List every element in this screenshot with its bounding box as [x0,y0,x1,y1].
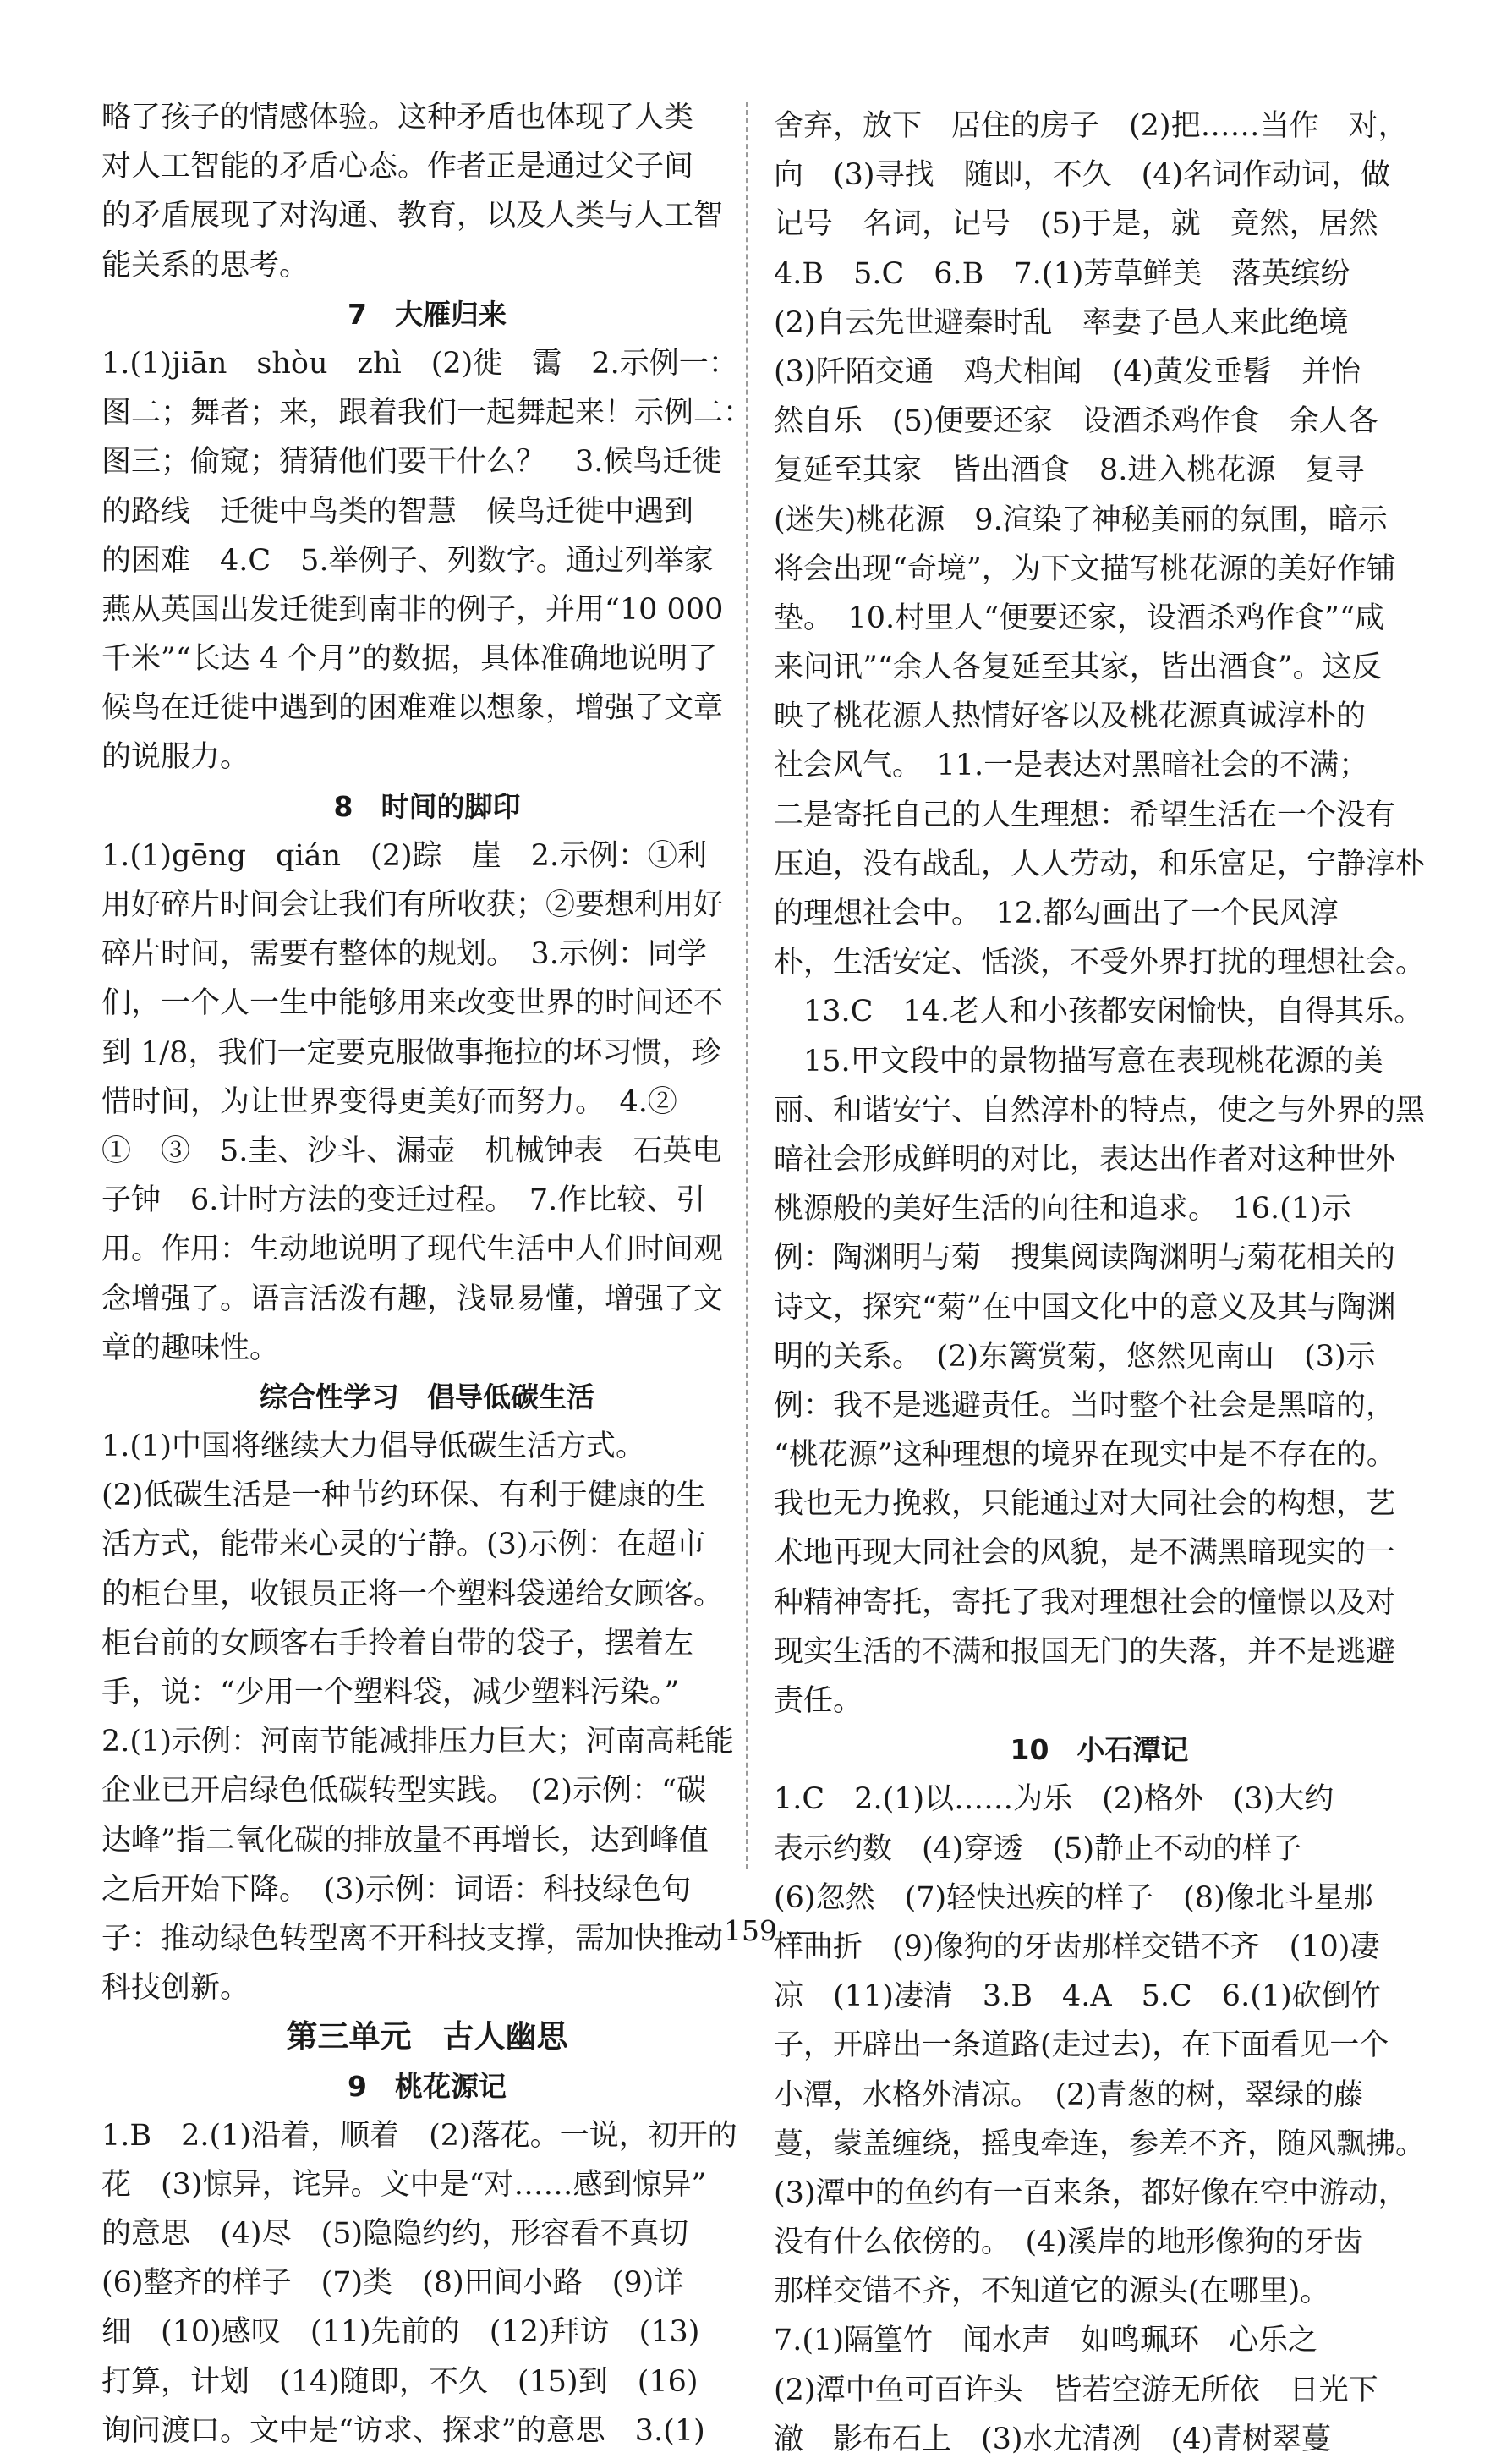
answer-line: 表示约数 (4)穿透 (5)静止不动的样子 [774,1831,1302,1866]
answer-line: 4.B 5.C 6.B 7.(1)芳草鲜美 落英缤纷 [774,256,1350,291]
answer-line: 朴，生活安定、恬淡，不受外界打扰的理想社会。 [774,946,1425,980]
answer-line: 的理想社会中。 12.都勾画出了一个民风淳 [774,897,1339,930]
answer-line: ① ③ 5.圭、沙斗、漏壶 机械钟表 石英电 [101,1133,722,1168]
answer-line: 1.B 2.(1)沿着，顺着 (2)落花。一说，初开的 [101,2118,737,2153]
answer-line: “桃花源”这种理想的境界在现实中是不存在的。 [774,1438,1396,1473]
answer-line: 燕从英国出发迁徙到南非的例子，并用“10 000 [101,592,724,627]
answer-line: 用。作用：生动地说明了现代生活中人们时间观 [101,1232,724,1267]
left-column [101,93,753,2456]
right-column [774,102,1425,2464]
answer-line: 1.C 2.(1)以……为乐 (2)格外 (3)大约 [774,1782,1334,1817]
answer-line: (6)整齐的样子 (7)类 (8)田间小路 (9)详 [101,2266,684,2301]
answer-line: 子：推动绿色转型离不开科技支撑，需加快推动 [101,1921,724,1956]
answer-line: 候鸟在迁徙中遇到的困难难以想象，增强了文章 [101,691,724,726]
answer-line: 例：我不是逃避责任。当时整个社会是黑暗的， [774,1388,1396,1423]
answer-line: 活方式，能带来心灵的宁静。(3)示例：在超市 [101,1528,706,1562]
answer-line: 1.(1)中国将继续大力倡导低碳生活方式。 [101,1430,645,1464]
answer-line: 例：陶渊明与菊 搜集阅读陶渊明与菊花相关的 [774,1241,1396,1276]
answer-line: 的柜台里，收银员正将一个塑料袋递给女顾客。 [101,1577,724,1611]
answer-line: 复延至其家 皆出酒食 8.进入桃花源 复寻 [774,453,1365,488]
answer-line: (2)潭中鱼可百许头 皆若空游无所依 日光下 [774,2373,1378,2407]
answer-line: 术地再现大同社会的风貌，是不满黑暗现实的一 [774,1536,1396,1571]
answer-line: 暗社会形成鲜明的对比，表达出作者对这种世外 [774,1142,1396,1177]
answer-line: 种精神寄托，寄托了我对理想社会的憧憬以及对 [774,1585,1396,1620]
answer-line: 到 1/8，我们一定要克服做事拖拉的坏习惯，珍 [101,1035,721,1070]
answer-line: 15.甲文段中的景物描写意在表现桃花源的美 [774,1044,1383,1078]
answer-line: 桃源般的美好生活的向往和追求。 16.(1)示 [774,1192,1351,1227]
section-heading: 7 大雁归来 [348,297,507,331]
answer-line: 千米”“长达 4 个月”的数据，具体准确地说明了 [101,642,718,677]
section-heading: 综合性学习 倡导低碳生活 [260,1380,594,1413]
answer-line: 明的关系。 (2)东篱赏菊，悠然见南山 (3)示 [774,1339,1376,1374]
answer-line: 凉 (11)凄清 3.B 4.A 5.C 6.(1)砍倒竹 [774,1979,1381,2014]
answer-line: 柜台前的女顾客右手拎着自带的袋子，摆着左 [101,1626,694,1660]
answer-line: 二是寄托自己的人生理想：希望生活在一个没有 [774,798,1396,832]
answer-line: 打算，计划 (14)随即，不久 (15)到 (16) [101,2364,698,2399]
answer-line: 没有什么依傍的。 (4)溪岸的地形像狗的牙齿 [774,2225,1364,2260]
answer-line: 13.C 14.老人和小孩都安闲愉快，自得其乐。 [774,995,1424,1029]
answer-line: 蔓，蒙盖缠绕，摇曳牵连，参差不齐，随风飘拂。 [774,2127,1425,2161]
answer-line: 用好碎片时间会让我们有所收获；②要想利用好 [101,888,724,922]
answer-line: 映了桃花源人热情好客以及桃花源真诚淳朴的 [774,700,1367,734]
answer-line: 手，说：“少用一个塑料袋，减少塑料污染。” [101,1676,680,1709]
answer-line: 的困难 4.C 5.举例子、列数字。通过列举家 [101,543,714,578]
answer-line: 7.(1)隔篁竹 闻水声 如鸣珮环 心乐之 [774,2324,1317,2358]
answer-line: 细 (10)感叹 (11)先前的 (12)拜访 (13) [101,2315,700,2350]
answer-line: 念增强了。语言活泼有趣，浅显易懂，增强了文 [101,1281,724,1316]
answer-line: 样曲折 (9)像狗的牙齿那样交错不齐 (10)凄 [774,1929,1380,1964]
answer-line: (2)低碳生活是一种节约环保、有利于健康的生 [101,1479,706,1513]
answer-line: 能关系的思考。 [101,248,310,283]
answer-line: 社会风气。 11.一是表达对黑暗社会的不满； [774,749,1369,783]
answer-line: 来问讯”“余人各复延至其家，皆出酒食”。这反 [774,650,1382,685]
section-heading: 8 时间的脚印 [333,789,521,823]
section-heading: 9 桃花源记 [348,2069,507,2103]
unit-heading: 第三单元 古人幽思 [286,2018,568,2055]
answer-line: 责任。 [774,1684,863,1718]
answer-line: 诗文，探究“菊”在中国文化中的意义及其与陶渊 [774,1290,1396,1325]
answer-line: 小潭，水格外清凉。 (2)青葱的树，翠绿的藤 [774,2077,1364,2112]
answer-line: 的说服力。 [101,740,250,775]
answer-line: 的意思 (4)尽 (5)隐隐约约，形容看不真切 [101,2217,689,2252]
answer-line: 子钟 6.计时方法的变迁过程。 7.作比较、引 [101,1183,706,1218]
answer-line: (3)潭中的鱼约有一百来条，都好像在空中游动， [774,2176,1408,2210]
answer-line: 压迫，没有战乱，人人劳动，和乐富足，宁静淳朴 [774,847,1425,881]
answer-line: 们，一个人一生中能够用来改变世界的时间还不 [101,986,724,1021]
answer-line: 的路线 迁徙中鸟类的智慧 候鸟迁徙中遇到 [101,494,694,529]
answer-line: 章的趣味性。 [101,1331,280,1365]
answer-line: 企业已开启绿色低碳转型实践。 (2)示例：“碳 [101,1774,706,1808]
answer-line: 然自乐 (5)便要还家 设酒杀鸡作食 余人各 [774,404,1378,439]
answer-line: 1.(1)gēng qián (2)踪 崖 2.示例：①利 [101,838,708,873]
section-heading: 10 小石潭记 [1010,1733,1189,1767]
answer-line: 垫。 10.村里人“便要还家，设酒杀鸡作食”“咸 [774,601,1384,635]
answer-line: (6)忽然 (7)轻快迅疾的样子 (8)像北斗星那 [774,1880,1373,1915]
answer-line: 丽、和谐安宁、自然淳朴的特点，使之与外界的黑 [774,1093,1425,1128]
answer-line: 图三；偷窥；猜猜他们要干什么？ 3.候鸟迁徙 [101,445,722,480]
answer-line: (迷失)桃花源 9.渲染了神秘美丽的氛围，暗示 [774,502,1388,537]
answer-line: 记号 名词，记号 (5)于是，就 竟然，居然 [774,207,1378,242]
answer-line: 子，开辟出一条道路(走过去)，在下面看见一个 [774,2028,1389,2063]
answer-line: 舍弃，放下 居住的房子 (2)把……当作 对， [774,109,1408,143]
answer-line: 向 (3)寻找 随即，不久 (4)名词作动词，做 [774,158,1391,193]
answer-line: 那样交错不齐，不知道它的源头(在哪里)。 [774,2275,1330,2309]
answer-line: 现实生活的不满和报国无门的失落，并不是逃避 [774,1634,1396,1669]
answer-line: 碎片时间，需要有整体的规划。 3.示例：同学 [101,937,707,972]
answer-line: 询问渡口。文中是“访求、探求”的意思 3.(1) [101,2413,705,2448]
answer-line: 我也无力挽救，只能通过对大同社会的构想，艺 [774,1487,1396,1522]
column-divider [746,102,748,1869]
answer-line: 的矛盾展现了对沟通、教育，以及人类与人工智 [101,199,724,233]
answer-line: 之后开始下降。 (3)示例：词语：科技绿色句 [101,1872,692,1907]
page-number: — 159 — [687,1914,814,1947]
answer-line: 1.(1)jiān shòu zhì (2)徙 霭 2.示例一： [101,346,738,381]
answer-line: 略了孩子的情感体验。这种矛盾也体现了人类 [101,101,694,134]
answer-line: 2.(1)示例：河南节能减排压力巨大；河南高耗能 [101,1725,734,1759]
answer-line: 澈 影布石上 (3)水尤清冽 (4)青树翠蔓 [774,2422,1332,2456]
answer-line: 花 (3)惊异，诧异。文中是“对……感到惊异” [101,2167,707,2202]
answer-line: 将会出现“奇境”，为下文描写桃花源的美好作铺 [774,552,1396,586]
answer-line: 惜时间，为让世界变得更美好而努力。 4.② [101,1084,677,1119]
answer-line: 达峰”指二氧化碳的排放量不再增长，达到峰值 [101,1823,709,1858]
answer-line: 图二；舞者；来，跟着我们一起舞起来！示例二： [101,396,753,431]
answer-line: 科技创新。 [101,1971,250,2006]
answer-line: 对人工智能的矛盾心态。作者正是通过父子间 [101,150,694,184]
answer-line: (2)自云先世避秦时乱 率妻子邑人来此绝境 [774,305,1349,340]
answer-line: (3)阡陌交通 鸡犬相闻 (4)黄发垂髫 并怡 [774,354,1361,389]
